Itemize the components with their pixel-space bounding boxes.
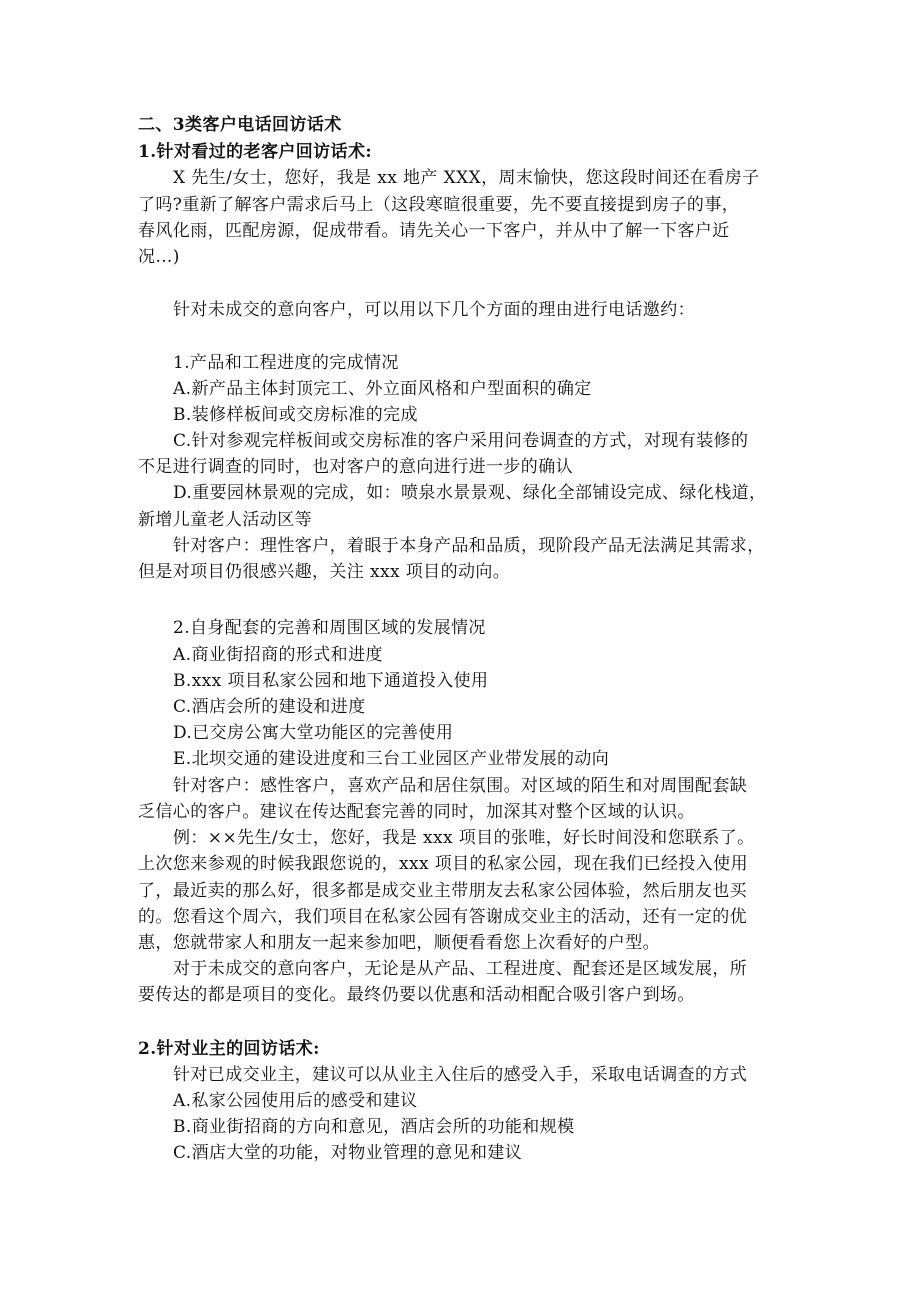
- text-line: B.xxx 项目私家公园和地下通道投入使用: [173, 671, 489, 691]
- text-line: 1.产品和工程进度的完成情况: [173, 353, 399, 373]
- text-line: 的。您看这个周六，我们项目在私家公园有答谢成交业主的活动，还有一定的优: [138, 907, 747, 927]
- text-line: C.酒店会所的建设和进度: [173, 697, 366, 717]
- text-line: 要传达的都是项目的变化。最终仍要以优惠和活动相配合吸引客户到场。: [138, 985, 695, 1005]
- text-line: A.新产品主体封顶完工、外立面风格和户型面积的确定: [173, 379, 592, 399]
- text-line: 不足进行调查的同时，也对客户的意向进行进一步的确认: [138, 457, 573, 477]
- text-line: 乏信心的客户。建议在传达配套完善的同时，加深其对整个区域的认识。: [138, 802, 695, 822]
- text-line: 2.自身配套的完善和周围区域的发展情况: [173, 618, 486, 638]
- text-line: 上次您来参观的时候我跟您说的，xxx 项目的私家公园，现在我们已经投入使用: [138, 854, 748, 874]
- section-heading: 二、3类客户电话回访话术: [138, 115, 342, 135]
- section-heading: 1.针对看过的老客户回访话术:: [138, 142, 373, 162]
- text-line: A.私家公园使用后的感受和建议: [173, 1091, 418, 1111]
- text-line: 对于未成交的意向客户，无论是从产品、工程进度、配套还是区域发展，所: [173, 959, 748, 979]
- text-line: 了吗?重新了解客户需求后马上（这段寒暄很重要，先不要直接提到房子的事，: [138, 195, 740, 215]
- text-line: 况…): [138, 247, 180, 267]
- text-line: X 先生/女士，您好，我是 xx 地产 XXX，周末愉快，您这段时间还在看房子: [173, 168, 760, 188]
- text-line: 但是对项目仍很感兴趣，关注 xxx 项目的动向。: [138, 562, 511, 582]
- text-line: D.已交房公寓大堂功能区的完善使用: [173, 723, 454, 743]
- text-line: 针对未成交的意向客户，可以用以下几个方面的理由进行电话邀约：: [173, 300, 695, 320]
- text-line: 针对客户：感性客户，喜欢产品和居住氛围。对区域的陌生和对周围配套缺: [173, 776, 748, 796]
- text-line: 惠，您就带家人和朋友一起来参加吧，顺便看看您上次看好的户型。: [138, 933, 660, 953]
- text-line: A.商业街招商的形式和进度: [173, 645, 383, 665]
- text-line: B.装修样板间或交房标准的完成: [173, 405, 418, 425]
- text-line: 例：××先生/女士，您好，我是 xxx 项目的张唯，好长时间没和您联系了。: [173, 828, 755, 848]
- text-line: 了，最近卖的那么好，很多都是成交业主带朋友去私家公园体验，然后朋友也买: [138, 881, 747, 901]
- text-line: C.酒店大堂的功能，对物业管理的意见和建议: [173, 1143, 523, 1163]
- text-line: B.商业街招商的方向和意见，酒店会所的功能和规模: [173, 1117, 575, 1137]
- text-line: 针对已成交业主，建议可以从业主入住后的感受入手，采取电话调查的方式: [173, 1065, 748, 1085]
- text-line: D.重要园林景观的完成，如：喷泉水景景观、绿化全部铺设完成、绿化栈道，: [173, 483, 767, 503]
- section-heading: 2.针对业主的回访话术:: [138, 1039, 320, 1059]
- text-line: C.针对参观完样板间或交房标准的客户采用问卷调查的方式，对现有装修的: [173, 431, 749, 451]
- text-line: E.北坝交通的建设进度和三台工业园区产业带发展的动向: [173, 749, 610, 769]
- text-line: 春风化雨，匹配房源，促成带看。请先关心一下客户，并从中了解一下客户近: [138, 221, 730, 241]
- text-line: 针对客户：理性客户，着眼于本身产品和品质，现阶段产品无法满足其需求，: [173, 536, 765, 556]
- text-line: 新增儿童老人活动区等: [138, 510, 312, 530]
